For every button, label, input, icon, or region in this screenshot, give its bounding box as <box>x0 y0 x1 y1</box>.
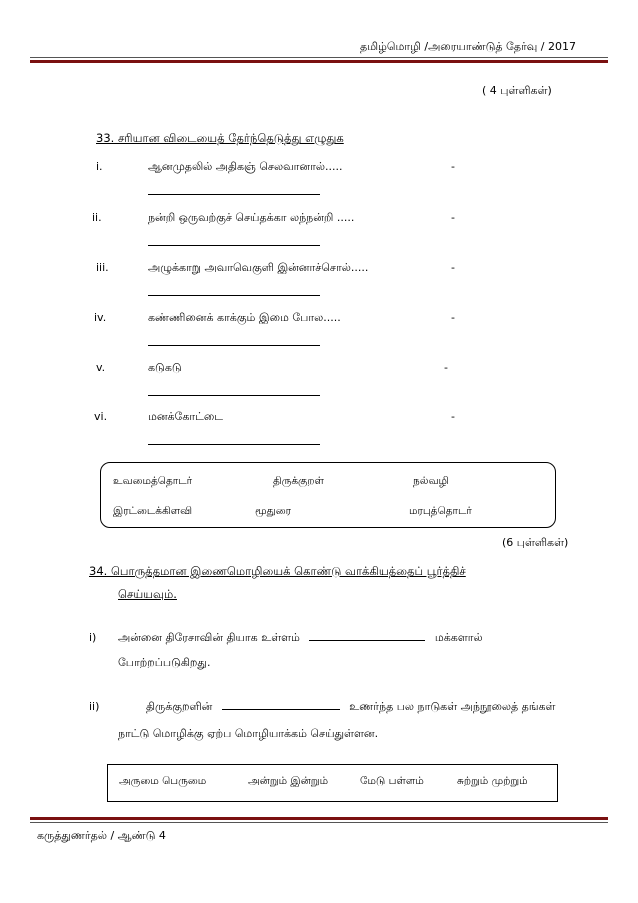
q34-item-after: மக்களால் <box>434 631 483 644</box>
word-option: மரபுத்தொடர் <box>409 505 472 517</box>
q33-item-number: iv. <box>94 311 107 324</box>
q33-item-dash: - <box>451 160 455 173</box>
word-option: திருக்குறள் <box>273 475 324 487</box>
header-title: தமிழ்மொழி /அரையாண்டுத் தேர்வு / 2017 <box>360 40 576 53</box>
q33-item-text: கடுகடு <box>148 361 182 374</box>
q33-answer-line[interactable] <box>148 194 320 195</box>
header-rule-thick <box>30 60 608 63</box>
q34-item-after: உணர்ந்த பல நாடுகள் அந்நூலைத் தங்கள் <box>349 700 556 713</box>
q33-title <box>96 131 344 147</box>
q34-marks: (6 புள்ளிகள்) <box>502 536 569 549</box>
footer-text: கருத்துணர்தல் / ஆண்டு 4 <box>37 829 166 842</box>
q33-item-dash: - <box>451 211 455 224</box>
q34-item-number: ii) <box>89 700 100 713</box>
q34-item-before: அன்னை திரேசாவின் தியாக உள்ளம் <box>118 631 300 644</box>
q34-title-text: 34. பொருத்தமான இணைமொழியைக் கொண்டு வாக்கியத்தைப் பூர்த்திச் <box>89 564 466 578</box>
q33-item-text: கண்ணினைக் காக்கும் இமை போல..... <box>148 311 341 324</box>
q34-answer-blank[interactable] <box>309 639 425 641</box>
q33-answer-line[interactable] <box>148 245 320 246</box>
q33-word-box <box>100 462 556 528</box>
q34-item-line2: நாட்டு மொழிக்கு ஏற்ப மொழியாக்கம் செய்துள்ளன. <box>118 727 379 740</box>
q34-word-box <box>107 764 558 802</box>
q33-item-text: அழுக்காறு அவாவெகுளி இன்னாச்சொல்..... <box>148 261 369 274</box>
q33-item-dash: - <box>451 410 455 423</box>
q33-marks: ( 4 புள்ளிகள்) <box>482 84 552 97</box>
q33-item-text: மனக்கோட்டை <box>148 410 224 423</box>
q34-item-before: திருக்குறளின் <box>146 700 213 713</box>
q33-item-text: ஆனமுதலில் அதிகஞ் செலவானால்..... <box>148 160 343 173</box>
header-rule-thin <box>30 57 608 58</box>
word-option: அருமை பெருமை <box>119 775 207 787</box>
q34-title-line2 <box>118 587 177 603</box>
q33-title-text: 33. சரியான விடையைத் தேர்ந்தெடுத்து எழுதுக <box>96 131 344 145</box>
word-option: நல்வழி <box>413 475 449 487</box>
q33-item-dash: - <box>444 361 448 374</box>
q33-item-number: v. <box>96 361 106 374</box>
q34-item-text <box>146 700 555 715</box>
q33-answer-line[interactable] <box>148 345 320 346</box>
q33-item-dash: - <box>451 311 455 324</box>
q33-answer-line[interactable] <box>148 295 320 296</box>
q34-item-text <box>118 631 483 646</box>
q33-item-number: ii. <box>92 211 102 224</box>
q33-answer-line[interactable] <box>148 395 320 396</box>
word-option: உவமைத்தொடர் <box>113 475 193 487</box>
q34-item-number: i) <box>89 631 97 644</box>
q34-title-line1 <box>89 564 466 580</box>
word-option: மேடு பள்ளம் <box>360 775 424 787</box>
q33-answer-line[interactable] <box>148 444 320 445</box>
q34-title-text-cont: செய்யவும். <box>118 587 177 601</box>
q33-item-number: i. <box>96 160 103 173</box>
word-option: மூதுரை <box>255 505 292 517</box>
q33-item-number: vi. <box>94 410 108 423</box>
word-option: இரட்டைக்கிளவி <box>113 505 193 517</box>
q33-item-number: iii. <box>96 261 109 274</box>
q33-item-dash: - <box>451 261 455 274</box>
q34-item-line2: போற்றப்படுகிறது. <box>118 656 211 669</box>
footer-rule-thin <box>30 822 608 823</box>
q33-item-text: நன்றி ஒருவற்குச் செய்தக்கா லந்நன்றி ..... <box>148 211 355 224</box>
word-option: அன்றும் இன்றும் <box>248 775 329 787</box>
q34-answer-blank[interactable] <box>222 708 340 710</box>
footer-rule-thick <box>30 817 608 820</box>
word-option: சுற்றும் முற்றும் <box>457 775 528 787</box>
